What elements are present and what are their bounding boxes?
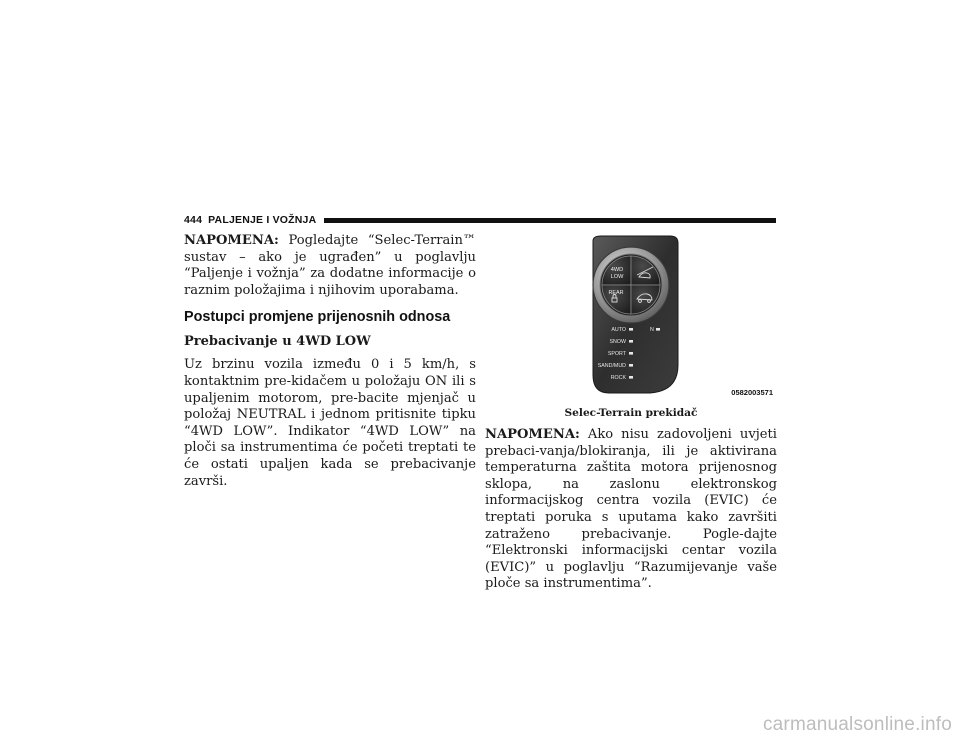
- mode-auto-indicator: [629, 328, 633, 331]
- mode-sport: SPORT: [607, 351, 626, 357]
- switch-illustration: [485, 233, 777, 405]
- selec-terrain-figure: [485, 233, 777, 405]
- mode-rock: ROCK: [610, 375, 626, 381]
- mode-sand-mud: SAND/MUD: [597, 363, 626, 369]
- note-paragraph-right: [485, 427, 777, 593]
- neutral-label: N: [650, 327, 654, 333]
- header-rule: [324, 218, 776, 223]
- note-paragraph: [184, 233, 476, 299]
- figure-id: 0582003571: [731, 388, 773, 397]
- section-title: PALJENJE I VOŽNJA: [208, 214, 317, 226]
- figure-caption: Selec-Terrain prekidač: [564, 407, 698, 419]
- subheading: Prebacivanje u 4WD LOW: [184, 334, 371, 350]
- body-paragraph: Uz brzinu vozila između 0 i 5 km/h, s kontaktnim pre-kidačem u položaju ON ili s upaljenim motorom, pre-bacite mjenjač u položaj NEUTRAL i jednom pritisnite tipku “4WD LOW”. Indikator “4WD LOW” na ploči sa instrumentima će početi treptati te će ostati upaljen kada se prebacivanje završi.: [184, 357, 476, 489]
- mode-sand-mud-indicator: [629, 364, 633, 367]
- rear-label: REAR: [608, 290, 624, 296]
- mode-sport-indicator: [629, 352, 633, 355]
- page-header: [184, 212, 776, 228]
- note-text-right: Ako nisu zadovoljeni uvjeti prebaci-vanja/blokiranja, ili je aktivirana temperaturna zaštita motora prijenosnog sklopa, na zaslonu elektronskog informacijskog centra vozila (EVIC) će treptati poruka s uputama kako završiti zatraženo prebacivanje. Pogle-dajte “Elektronski informacijski centar vozila (EVIC)” u poglavlju “Razumijevanje vaše ploče sa instrumentima”.: [485, 427, 777, 592]
- page-number: 444: [184, 214, 203, 226]
- neutral-indicator: [656, 328, 660, 331]
- 4wd-label: 4WD: [610, 267, 624, 273]
- mode-snow: SNOW: [609, 339, 626, 345]
- right-column: [485, 233, 777, 593]
- mode-rock-indicator: [629, 376, 633, 379]
- left-column: [184, 233, 476, 490]
- watermark: carmanualsonline.info: [762, 714, 952, 735]
- note-label: NAPOMENA:: [184, 233, 279, 248]
- note-label-right: NAPOMENA:: [485, 427, 580, 442]
- mode-auto: AUTO: [611, 327, 626, 333]
- mode-snow-indicator: [629, 340, 633, 343]
- section-heading: Postupci promjene prijenosnih odnosa: [184, 309, 451, 326]
- low-label: LOW: [610, 274, 624, 280]
- note-text: Pogledajte “Selec-Terrain™ sustav – ako je ugrađen” u poglavlju “Paljenje i vožnja” za dodatne informacije o raznim položajima i njihovim uporabama.: [184, 233, 476, 298]
